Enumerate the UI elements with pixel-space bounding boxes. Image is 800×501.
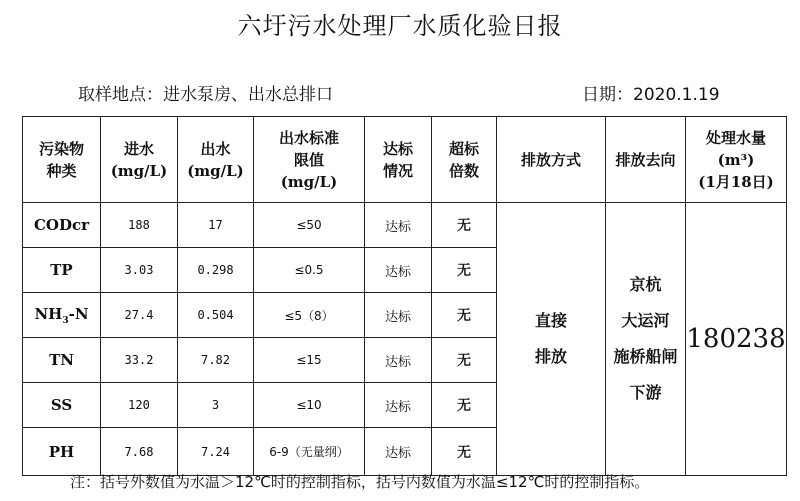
inflow-value: 7.68 <box>101 428 178 476</box>
header-row <box>23 117 787 203</box>
outflow-value: 7.82 <box>178 338 254 383</box>
compliance-status: 达标 <box>365 248 432 293</box>
outflow-value: 7.24 <box>178 428 254 476</box>
table-row <box>23 203 787 248</box>
inflow-value: 33.2 <box>101 338 178 383</box>
header-compliance: 达标 情况 <box>365 117 432 203</box>
pollutant-name: $NH_3-N$ <box>23 293 101 338</box>
header-discharge-dest: 排放去向 <box>606 117 686 203</box>
compliance-status: 达标 <box>365 338 432 383</box>
footnote: 注：括号外数值为水温＞12℃时的控制指标，括号内数值为水温≤12℃时的控制指标。 <box>70 473 650 491</box>
limit-value: 6-9（无量纲） <box>254 428 365 476</box>
exceed-multiple: 无 <box>432 338 497 383</box>
water-quality-table <box>22 116 787 476</box>
discharge-method: 直接 排放 <box>497 203 606 476</box>
report-title: 六圩污水处理厂水质化验日报 <box>237 12 563 40</box>
pollutant-name: CODcr <box>23 203 101 248</box>
compliance-status: 达标 <box>365 203 432 248</box>
exceed-multiple: 无 <box>432 383 497 428</box>
limit-value: ≤15 <box>254 338 365 383</box>
limit-value: ≤50 <box>254 203 365 248</box>
outflow-value: 0.504 <box>178 293 254 338</box>
limit-value: ≤10 <box>254 383 365 428</box>
outflow-value: 3 <box>178 383 254 428</box>
exceed-multiple: 无 <box>432 248 497 293</box>
inflow-value: 3.03 <box>101 248 178 293</box>
sampling-location: 取样地点：进水泵房、出水总排口 <box>78 85 333 105</box>
header-volume: 处理水量 (m³) (1月18日) <box>686 117 787 203</box>
exceed-multiple: 无 <box>432 203 497 248</box>
limit-value: ≤5（8） <box>254 293 365 338</box>
pollutant-name: TN <box>23 338 101 383</box>
header-limit: 出水标准 限值 (mg/L) <box>254 117 365 203</box>
report-date: 日期：2020.1.19 <box>582 85 720 105</box>
inflow-value: 27.4 <box>101 293 178 338</box>
inflow-value: 188 <box>101 203 178 248</box>
pollutant-name: PH <box>23 428 101 476</box>
compliance-status: 达标 <box>365 383 432 428</box>
compliance-status: 达标 <box>365 428 432 476</box>
header-discharge-method: 排放方式 <box>497 117 606 203</box>
exceed-multiple: 无 <box>432 428 497 476</box>
compliance-status: 达标 <box>365 293 432 338</box>
pollutant-name: TP <box>23 248 101 293</box>
inflow-value: 120 <box>101 383 178 428</box>
header-outflow: 出水 (mg/L) <box>178 117 254 203</box>
header-inflow: 进水 (mg/L) <box>101 117 178 203</box>
outflow-value: 0.298 <box>178 248 254 293</box>
header-exceed: 超标 倍数 <box>432 117 497 203</box>
exceed-multiple: 无 <box>432 293 497 338</box>
pollutant-name: SS <box>23 383 101 428</box>
treated-volume: 180238 <box>686 203 787 476</box>
limit-value: ≤0.5 <box>254 248 365 293</box>
discharge-destination: 京杭 大运河 施桥船闸 下游 <box>606 203 686 476</box>
outflow-value: 17 <box>178 203 254 248</box>
header-pollutant: 污染物 种类 <box>23 117 101 203</box>
